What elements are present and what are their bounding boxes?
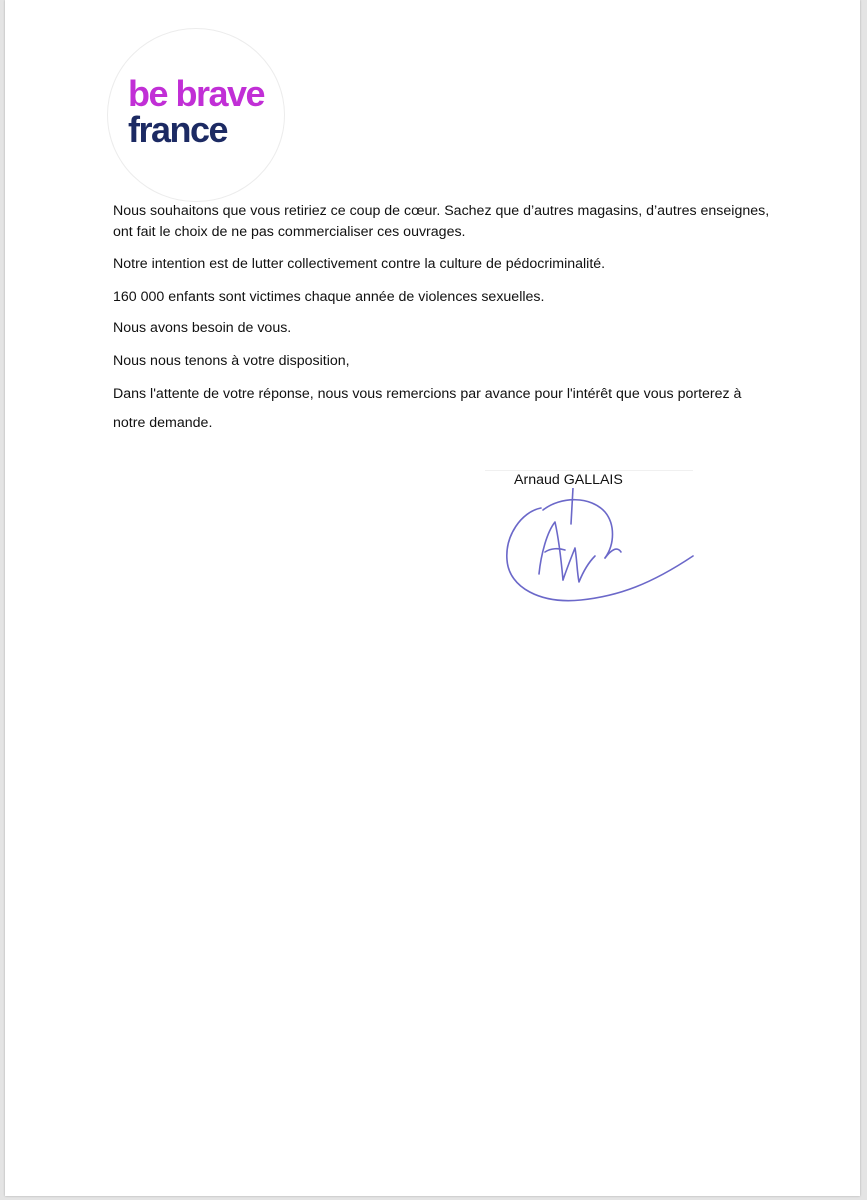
letter-line: Notre intention est de lutter collectivement contre la culture de pédocriminalité.: [113, 256, 606, 272]
signature-stroke: [507, 508, 693, 601]
logo-text-france: france: [128, 109, 228, 150]
letter-line: Nous souhaitons que vous retiriez ce coup de cœur. Sachez que d’autres magasins, d’autres enseignes,: [113, 203, 770, 219]
signature-rule: [485, 470, 693, 471]
letter-line: 160 000 enfants sont victimes chaque année de violences sexuelles.: [113, 289, 545, 305]
letter-line: Nous nous tenons à votre disposition,: [113, 353, 350, 369]
letter-line: notre demande.: [113, 415, 213, 431]
signature-stroke: [571, 488, 573, 524]
letter-page: [5, 0, 860, 1196]
signature-stroke: [563, 548, 595, 582]
signature-stroke: [545, 549, 565, 552]
signatory-name: Arnaud GALLAIS: [514, 472, 623, 488]
handwritten-signature: [501, 488, 701, 608]
letter-line: Dans l'attente de votre réponse, nous vous remercions par avance pour l'intérêt que vous porterez à: [113, 386, 742, 402]
signature-stroke: [539, 522, 563, 580]
logo-text-be-brave: be brave: [128, 73, 265, 114]
letter-line: Nous avons besoin de vous.: [113, 320, 292, 336]
letter-line: ont fait le choix de ne pas commercialiser ces ouvrages.: [113, 224, 466, 240]
